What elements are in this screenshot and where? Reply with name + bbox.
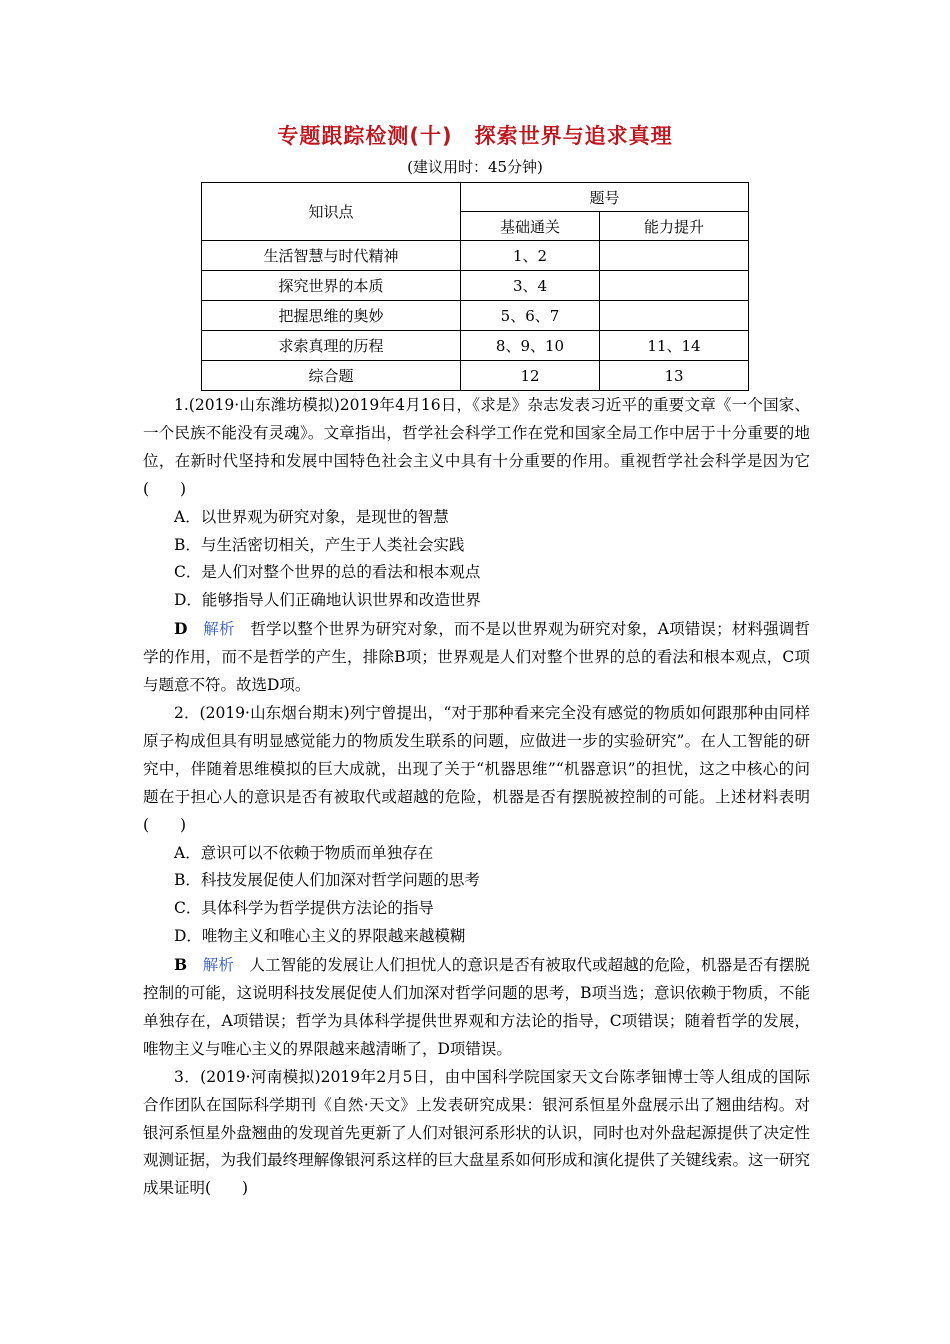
title-part-1: 专题跟踪检测(十): [277, 124, 453, 148]
row-topic: 生活智慧与时代精神: [202, 241, 461, 271]
row-advance: [600, 301, 749, 331]
table-row: [202, 271, 749, 301]
row-advance: [600, 271, 749, 301]
row-advance: 11、14: [600, 331, 749, 361]
table-row: [202, 241, 749, 271]
question-2-option-d: D．唯物主义和唯心主义的界限越来越模糊: [174, 927, 466, 946]
header-basic: 基础通关: [461, 212, 600, 241]
question-2-analysis: [143, 951, 810, 1064]
question-1-analysis-text: 哲学以整个世界为研究对象，而不是以世界观为研究对象，A项错误；材料强调哲学的作用，而不是哲学的产生，排除B项；世界观是人们对整个世界的总的看法和根本观点，C项与题意不符。故选D项。: [143, 620, 810, 695]
row-advance: 13: [600, 361, 749, 391]
row-topic: 把握思维的奥妙: [202, 301, 461, 331]
row-basic: 12: [461, 361, 600, 391]
header-advance: 能力提升: [600, 212, 749, 241]
table-row: [202, 331, 749, 361]
question-1-analysis: [143, 615, 810, 700]
analysis-label: 解析: [203, 620, 235, 639]
row-basic: 8、9、10: [461, 331, 600, 361]
question-2-option-a: A．意识可以不依赖于物质而单独存在: [174, 843, 434, 862]
row-basic: 3、4: [461, 271, 600, 301]
question-2-analysis-text: 人工智能的发展让人们担忧人的意识是否有被取代或超越的危险，机器是否有摆脱控制的可能，这说明科技发展促使人们加深对哲学问题的思考，B项当选；意识依赖于物质，不能单独存在，A项错误；哲学为具体科学提供世界观和方法论的指导，C项错误；随着哲学的发展，唯物主义与唯心主义的界限越来越清晰了，D项错误。: [143, 956, 810, 1058]
question-1-stem: 1.(2019·山东潍坊模拟)2019年4月16日，《求是》杂志发表习近平的重要文章《一个国家、一个民族不能没有灵魂》。文章指出，哲学社会科学工作在党和国家全局工作中居于十分重要的地位，在新时代坚持和发展中国特色社会主义中具有十分重要的作用。重视哲学社会科学是因为它( ): [143, 396, 810, 498]
question-3-stem: 3．(2019·河南模拟)2019年2月5日，由中国科学院国家天文台陈孝钿博士等人组成的国际合作团队在国际科学期刊《自然·天文》上发表研究成果：银河系恒星外盘展示出了翘曲结构。对银河系恒星外盘翘曲的发现首先更新了人们对银河系形状的认识，同时也对外盘起源提供了决定性观测证据，为我们最终理解像银河系这样的巨大盘星系如何形成和演化提供了关键线索。这一研究成果证明( ): [143, 1067, 810, 1198]
row-basic: 1、2: [461, 241, 600, 271]
question-1-option-c: C．是人们对整个世界的总的看法和根本观点: [174, 563, 481, 582]
question-1-option-d: D．能够指导人们正确地认识世界和改造世界: [174, 591, 481, 610]
table-row: [202, 361, 749, 391]
question-content: [143, 392, 810, 1203]
page-title: [0, 120, 950, 150]
question-2-stem: 2．(2019·山东烟台期末)列宁曾提出，“对于那种看来完全没有感觉的物质如何跟那种由同样原子构成但具有明显感觉能力的物质发生联系的问题，应做进一步的实验研究”。在人工智能的研究中，伴随着思维模拟的巨大成就，出现了关于“机器思维”“机器意识”的担忧，这之中核心的问题在于担心人的意识是否有被取代或超越的危险，机器是否有摆脱被控制的可能。上述材料表明( ): [143, 703, 810, 834]
row-topic: 探究世界的本质: [202, 271, 461, 301]
question-2-option-c: C．具体科学为哲学提供方法论的指导: [174, 899, 434, 918]
question-1-answer: D: [174, 619, 188, 639]
row-basic: 5、6、7: [461, 301, 600, 331]
row-topic: 求索真理的历程: [202, 331, 461, 361]
row-advance: [600, 241, 749, 271]
knowledge-table: [201, 182, 749, 391]
suggested-time: (建议用时：45分钟): [407, 158, 543, 176]
title-part-2: 探索世界与追求真理: [474, 124, 673, 148]
row-topic: 综合题: [202, 361, 461, 391]
question-2-answer: B: [174, 955, 188, 975]
header-qnum: 题号: [461, 183, 749, 212]
question-1-option-b: B．与生活密切相关，产生于人类社会实践: [174, 535, 465, 554]
header-knowledge: 知识点: [202, 183, 461, 241]
question-2-option-b: B．科技发展促使人们加深对哲学问题的思考: [174, 871, 480, 890]
analysis-label: 解析: [202, 956, 234, 975]
table-row: [202, 301, 749, 331]
question-1-option-a: A．以世界观为研究对象，是现世的智慧: [174, 507, 449, 526]
